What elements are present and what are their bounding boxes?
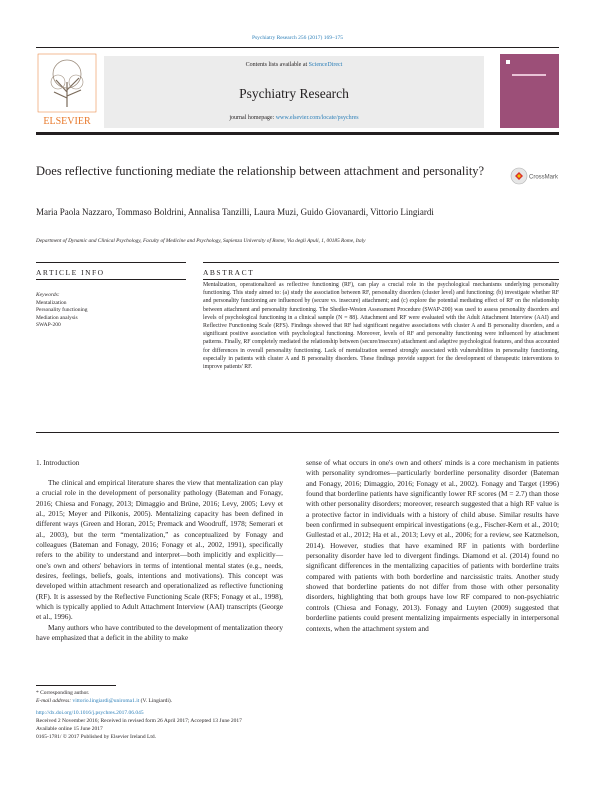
elsevier-tree-logo (36, 52, 98, 128)
author-list: Maria Paola Nazzaro, Tommaso Boldrini, Annalisa Tanzilli, Laura Muzi, Guido Giovanardi, Vittorio Lingiardi (36, 207, 434, 217)
paragraph: Many authors who have contributed to the development of mentalization theory have emphasized that a deficit in the ability to make (36, 622, 283, 643)
homepage-prefix: journal homepage: (229, 115, 276, 121)
banner-top-rule (36, 47, 559, 48)
abstract-top-rule (203, 262, 559, 263)
journal-citation[interactable]: Psychiatry Research 256 (2017) 169–175 (251, 35, 344, 41)
journal-name: Psychiatry Research (239, 86, 349, 101)
keyword-item: SWAP-200 (36, 322, 61, 328)
article-info-top-rule (36, 262, 186, 263)
contents-line (104, 62, 484, 68)
contents-prefix: Contents lists available at (245, 62, 309, 68)
cover-mark (506, 60, 510, 64)
article-info-heading: ARTICLE INFO (36, 268, 105, 277)
email-link[interactable]: vittorio.lingiardi@uniroma1.it (72, 698, 140, 704)
article-info-sub-rule (36, 279, 186, 280)
publisher-wordmark: ELSEVIER (43, 116, 91, 127)
keywords-label: Keywords: (36, 292, 60, 298)
journal-homepage-link[interactable]: www.elsevier.com/locate/psychres (275, 115, 359, 121)
email-label: E-mail address: (36, 698, 73, 704)
abstract-bottom-rule (36, 432, 559, 433)
article-title: Does reflective functioning mediate the relationship between attachment and personality? (36, 164, 485, 178)
copyright-line: 0165-1781/ © 2017 Published by Elsevier Ireland Ltd. (36, 734, 156, 740)
keyword-item: Personality functioning (36, 307, 88, 313)
email-suffix: (V. Lingiardi). (139, 698, 173, 704)
paragraph: sense of what occurs in one's own and others' minds is a core mechanism in patients with personality syndromes—particularly borderline personality disorder (Bateman and Fonagy, 2016; Dimaggio, 2016; Fonagy et al., 2002). Fonagy and Target (1996) found that borderline patients have significantly lower RF scores (M = 2.7) than those with other personality disorders; moreover, research suggested that a high RF value is a protective factor in individuals with a history of child abuse. Similar results have been confirmed in subsequent empirical investigations (e.g., Fischer-Kern et al., 2010; Gullestad et al., 2012; Ha et al., 2013; Levy et al., 2006; for a review, see Katznelson, 2014). However, studies that have examined RF in patients with borderline personality disorder have led to divergent findings. Diamond et al. (2014) found no significant differences in the mentalizing capacities of patients with borderline traits compared with patients with both borderline and narcissistic traits. Another study showed that borderline patients do not differ from those with other personality disorders, highlighting that both groups have low RF compared to non-psychiatric controls (Chiesa and Fonagy, 2013). Fonagy and Luyten (2009) suggested that borderline patients could present mentalizing impairments especially in interpersonal contexts, when the attachment system and (306, 458, 559, 633)
email-note (36, 697, 386, 705)
homepage-line (104, 115, 484, 121)
affiliation: Department of Dynamic and Clinical Psychology, Faculty of Medicine and Psychology, Sapienza University of Rome, Via degli Apuli, 1, 00185 Rome, Italy (36, 238, 366, 244)
cover-title-bar (512, 74, 546, 76)
corresponding-note: * Corresponding author. (36, 690, 90, 696)
keyword-item: Mentalization (36, 299, 67, 306)
journal-cover-image (500, 54, 559, 128)
abstract-text: Mentalization, operationalized as reflective functioning (RF), can play a crucial role in the psychological mechanisms underlying personality functioning. This study aimed to: (a) study the association between RF, personality disorders (cluster level) and functioning; (b) investigate whether RF and personality functioning are influenced by (secure vs. insecure) attachment; and (c) explore the potential mediating effect of RF on the relationship between attachment and personality functioning. The Shedler-Westen Assessment Procedure (SWAP-200) was used to assess personality disorders and levels of psychological functioning in a clinical sample (N = 88). Attachment and RF were evaluated with the Adult Attachment Interview (AAI) and Reflective Functioning Scale (RFS). Findings showed that RF had significant negative associations with cluster A and B personality disorders, and a significant positive association with psychological functioning. Moreover, levels of RF and personality functioning were influenced by attachment patterns. Finally, RF completely mediated the relationship between (secure/insecure) attachment and adaptive psychological features, and thus accounted for differences in overall personality functioning. Lack of mentalization seemed strongly associated with vulnerabilities in personality functioning, especially in patients with cluster A and B personality disorders. These findings provide support for the development of therapeutic interventions to improve patients' RF. (203, 282, 559, 371)
section-heading-introduction: 1. Introduction (36, 458, 80, 467)
received-dates: Received 2 November 2016; Received in revised form 26 April 2017; Accepted 13 June 2017 (36, 718, 242, 724)
paragraph: The clinical and empirical literature shares the view that mentalization can play a crucial role in the development of personality pathology (Bateman and Fonagy, 2016; Chiesa and Fonagy, 2013; Dimaggio and Brüne, 2016; Levy, 2005; Levy et al., 2015; Meyer and Pilkonis, 2005). Mentalizing capacity has been defined in different ways (Green and Horan, 2015; Premack and Woodruff, 1978; Semerari et al., 2003), but the term “mentalization,” as conceptualized by Fonagy and colleagues (Bateman and Fonagy, 2016; Fonagy et al., 2002, 1991), specifically refers to the ability to understand and interpret—both implicitly and explicitly—one's own and others' behaviors in terms of intentional mental states (e.g., needs, desires, feelings, beliefs, goals, intentions and motivations). This concept was developed within attachment research and operationalized as reflective functioning (RF). It is assessed by the Reflective Functioning Scale (RFS; Fonagy et al., 1998), which is typically applied to Adult Attachment Interview (AAI) transcripts (George et al., 1996). (36, 478, 283, 622)
body-column-right (306, 458, 559, 634)
footnote-rule (36, 685, 116, 686)
crossmark-icon (510, 165, 558, 187)
banner-bottom-rule (36, 132, 559, 135)
footnotes (36, 689, 386, 741)
available-online: Available online 15 June 2017 (36, 726, 103, 732)
doi-link[interactable]: http://dx.doi.org/10.1016/j.psychres.2017.06.045 (36, 710, 144, 716)
crossmark-label: CrossMark (529, 174, 558, 181)
keyword-item: Mediation analysis (36, 314, 78, 321)
abstract-sub-rule (203, 279, 559, 280)
crossmark-badge[interactable] (510, 165, 558, 192)
keywords-block (36, 292, 186, 330)
sciencedirect-link[interactable]: ScienceDirect (308, 62, 343, 68)
abstract-heading: ABSTRACT (203, 268, 255, 277)
body-column-left (36, 478, 283, 644)
